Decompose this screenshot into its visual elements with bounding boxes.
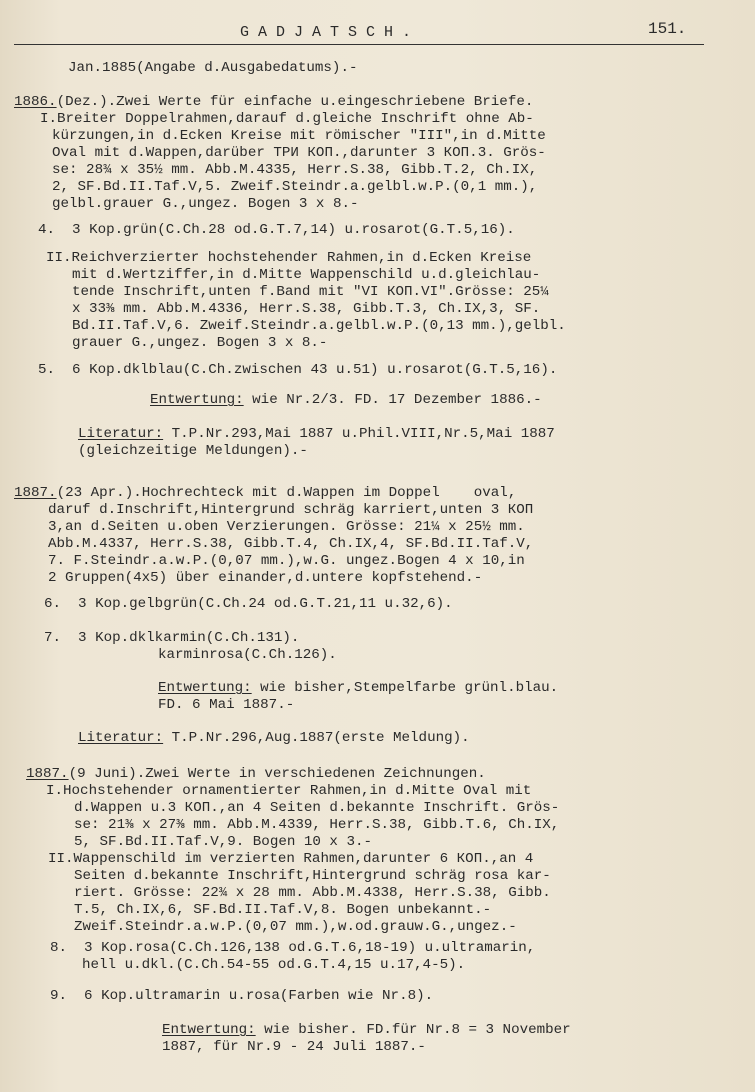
text-line: tende Inschrift,unten f.Band mit "VI КОП.VI".Grösse: 25¼ <box>72 284 549 300</box>
stamp-entry-8: 8. 3 Kop.rosa(C.Ch.126,138 od.G.T.6,18-19) u.ultramarin, <box>50 940 536 956</box>
stamp-entry-4: 4. 3 Kop.grün(C.Ch.28 od.G.T.7,14) u.rosarot(G.T.5,16). <box>38 222 515 238</box>
running-title: GADJATSCH. <box>240 24 421 41</box>
text-line: (gleichzeitige Meldungen).- <box>78 443 308 459</box>
entry-heading-1886 <box>14 94 533 111</box>
text-line: hell u.dkl.(C.Ch.54-55 od.G.T.4,15 u.17,4-5). <box>82 957 466 973</box>
text-line: riert. Grösse: 22¾ x 28 mm. Abb.M.4338, Herr.S.38, Gibb. <box>74 885 551 901</box>
cancellation-text: wie Nr.2/3. FD. 17 Dezember 1886.- <box>243 392 542 408</box>
cancellation-text: wie bisher. FD.für Nr.8 = 3 November <box>255 1022 571 1038</box>
entry-heading-text: (9 Juni).Zwei Werte in verschiedenen Zeichnungen. <box>68 766 486 782</box>
text-line: karminrosa(C.Ch.126). <box>158 647 337 663</box>
page-number: 151. <box>648 20 687 38</box>
text-line: 3,an d.Seiten u.oben Verzierungen. Grösse: 21¼ x 25½ mm. <box>48 519 525 535</box>
text-line: 7. F.Steindr.a.w.P.(0,07 mm.),w.G. ungez.Bogen 4 x 10,in <box>48 553 525 569</box>
text-line: 5, SF.Bd.II.Taf.V,9. Bogen 10 x 3.- <box>74 834 372 850</box>
cancellation-note <box>150 392 542 409</box>
literature-text: T.P.Nr.293,Mai 1887 u.Phil.VIII,Nr.5,Mai 1887 <box>163 426 555 442</box>
stamp-entry-9: 9. 6 Kop.ultramarin u.rosa(Farben wie Nr.8). <box>50 988 434 1004</box>
cancellation-label: Entwertung: <box>158 680 252 696</box>
page-header <box>0 20 755 50</box>
text-line: FD. 6 Mai 1887.- <box>158 697 295 713</box>
stamp-entry-5: 5. 6 Kop.dklblau(C.Ch.zwischen 43 u.51) u.rosarot(G.T.5,16). <box>38 362 558 378</box>
text-line: Abb.M.4337, Herr.S.38, Gibb.T.4, Ch.IX,4, SF.Bd.II.Taf.V, <box>48 536 534 552</box>
text-line: mit d.Wertziffer,in d.Mitte Wappenschild u.d.gleichlau- <box>72 267 541 283</box>
text-line: Seiten d.bekannte Inschrift,Hintergrund schräg rosa kar- <box>74 868 551 884</box>
cancellation-label: Entwertung: <box>162 1022 256 1038</box>
entry-year: 1886. <box>14 94 57 110</box>
entry-heading-text: (Dez.).Zwei Werte für einfache u.eingeschriebene Briefe. <box>56 94 534 110</box>
entry-year: 1887. <box>26 766 69 782</box>
text-line: T.5, Ch.IX,6, SF.Bd.II.Taf.V,8. Bogen unbekannt.- <box>74 902 492 918</box>
text-line: 1887, für Nr.9 - 24 Juli 1887.- <box>162 1039 426 1055</box>
stamp-entry-7: 7. 3 Kop.dklkarmin(C.Ch.131). <box>44 630 300 646</box>
text-line: se: 21⅜ x 27⅜ mm. Abb.M.4339, Herr.S.38, Gibb.T.6, Ch.IX, <box>74 817 560 833</box>
cancellation-note <box>158 680 558 697</box>
text-line: kürzungen,in d.Ecken Kreise mit römischer "III",in d.Mitte <box>52 128 546 144</box>
literature-label: Literatur: <box>78 426 164 442</box>
text-line: gelbl.grauer G.,ungez. Bogen 3 x 8.- <box>52 196 359 212</box>
text-line: Oval mit d.Wappen,darüber ТРИ КОП.,darunter 3 КОП.3. Grös- <box>52 145 546 161</box>
literature-note <box>78 426 555 443</box>
literature-text: T.P.Nr.296,Aug.1887(erste Meldung). <box>163 730 470 746</box>
text-line: II.Wappenschild im verzierten Rahmen,darunter 6 КОП.,an 4 <box>48 851 534 867</box>
cancellation-label: Entwertung: <box>150 392 244 408</box>
header-rule <box>14 44 704 45</box>
text-line: I.Breiter Doppelrahmen,darauf d.gleiche Inschrift ohne Ab- <box>40 111 534 127</box>
text-line: se: 28¾ x 35½ mm. Abb.M.4335, Herr.S.38, Gibb.T.2, Ch.IX, <box>52 162 538 178</box>
text-line: daruf d.Inschrift,Hintergrund schräg karriert,unten 3 КОП <box>48 502 534 518</box>
text-line: Jan.1885(Angabe d.Ausgabedatums).- <box>68 60 358 76</box>
entry-heading-1887-apr <box>14 485 516 502</box>
text-line: 2 Gruppen(4x5) über einander,d.untere kopfstehend.- <box>48 570 483 586</box>
literature-label: Literatur: <box>78 730 164 746</box>
text-line: grauer G.,ungez. Bogen 3 x 8.- <box>72 335 328 351</box>
cancellation-note <box>162 1022 571 1039</box>
entry-heading-1887-jun <box>26 766 486 783</box>
text-line: x 33⅜ mm. Abb.M.4336, Herr.S.38, Gibb.T.3, Ch.IX,3, SF. <box>72 301 541 317</box>
text-line: Zweif.Steindr.a.w.P.(0,07 mm.),w.od.grauw.G.,ungez.- <box>74 919 517 935</box>
stamp-entry-6: 6. 3 Kop.gelbgrün(C.Ch.24 od.G.T.21,11 u.32,6). <box>44 596 453 612</box>
text-line: II.Reichverzierter hochstehender Rahmen,in d.Ecken Kreise <box>46 250 532 266</box>
entry-heading-text: (23 Apr.).Hochrechteck mit d.Wappen im Doppel oval, <box>56 485 517 501</box>
cancellation-text: wie bisher,Stempelfarbe grünl.blau. <box>251 680 559 696</box>
literature-note <box>78 730 470 747</box>
text-line: d.Wappen u.3 КОП.,an 4 Seiten d.bekannte Inschrift. Grös- <box>74 800 560 816</box>
text-line: Bd.II.Taf.V,6. Zweif.Steindr.a.gelbl.w.P.(0,13 mm.),gelbl. <box>72 318 566 334</box>
text-line: I.Hochstehender ornamentierter Rahmen,in d.Mitte Oval mit <box>46 783 532 799</box>
entry-year: 1887. <box>14 485 57 501</box>
text-line: 2, SF.Bd.II.Taf.V,5. Zweif.Steindr.a.gelbl.w.P.(0,1 mm.), <box>52 179 538 195</box>
